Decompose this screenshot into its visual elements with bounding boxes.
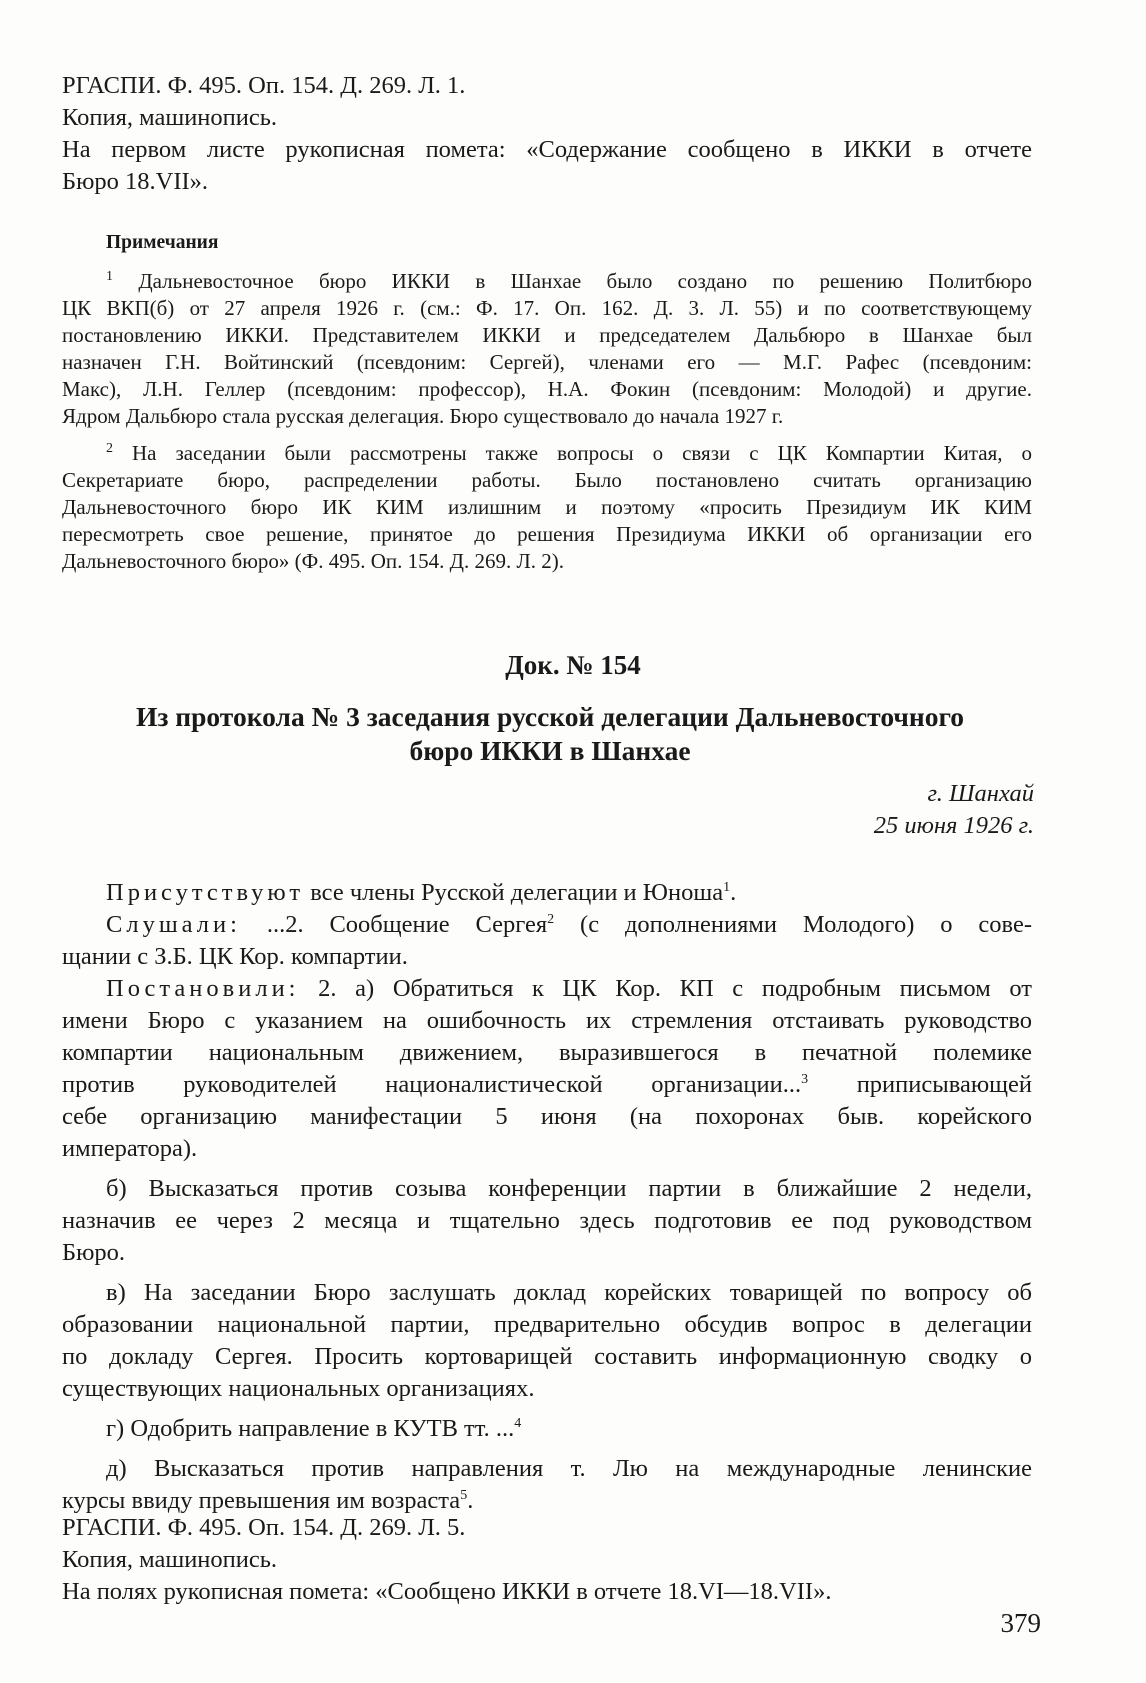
present-text: все члены Русской делегации и Юноша (304, 879, 724, 906)
footnote-ref: 2 (547, 911, 555, 927)
note-line: Дальневосточного бюро ИК КИМ излишним и поэтому «просить Президиум ИК КИМ (62, 495, 1032, 519)
protocol-body (62, 877, 1032, 1517)
item-d-text: . (467, 1487, 474, 1514)
item-v-line: в) На заседании Бюро заслушать доклад корейских товарищей по вопросу об (106, 1279, 1032, 1306)
note-line (62, 268, 1032, 295)
decided-text: против руководителей националистической организации... (62, 1071, 802, 1098)
decided-label: Постановили: (106, 975, 300, 1002)
document-title-line: Из протокола № 3 заседания русской делегации Дальневосточного (135, 701, 965, 732)
notes-title: Примечания (106, 232, 219, 253)
handwritten-note-line: На полях рукописная помета: «Сообщено ИККИ в отчете 18.VI—18.VII». (62, 1578, 832, 1605)
note-line: Макс), Л.Н. Геллер (псевдоним: профессор), Н.А. Фокин (псевдоним: Молодой) и другие. (62, 377, 1032, 401)
footnote-ref: 1 (723, 879, 731, 895)
copy-type: Копия, машинопись. (62, 1546, 278, 1573)
decided-line: имени Бюро с указанием на ошибочность их стремления отстаивать руководство (62, 1007, 1032, 1034)
note-number: 1 (106, 269, 113, 284)
heard-line (62, 909, 1032, 941)
handwritten-note-line: Бюро 18.VII». (62, 168, 209, 195)
footnote-ref: 4 (514, 1415, 522, 1431)
decided-line (62, 973, 1032, 1005)
document-date: 25 июня 1926 г. (873, 812, 1034, 839)
note-line: Дальневосточного бюро» (Ф. 495. Оп. 154. Д. 269. Л. 2). (62, 549, 564, 573)
item-b-line: Бюро. (62, 1239, 125, 1266)
decided-line: компартии национальным движением, выразившегося в печатной полемике (62, 1039, 1032, 1066)
decided-text: приписывающей (808, 1071, 1032, 1098)
document-place: г. Шанхай (927, 780, 1034, 807)
note-line: назначен Г.Н. Войтинский (псевдоним: Сергей), членами его — М.Г. Рафес (псевдоним: (62, 350, 1032, 374)
document-title-line: бюро ИККИ в Шанхае (409, 735, 691, 766)
document-number: Док. № 154 (505, 650, 641, 680)
archive-reference: РГАСПИ. Ф. 495. Оп. 154. Д. 269. Л. 5. (62, 1514, 466, 1541)
present-label: Присутствуют (106, 879, 305, 906)
item-b-line: назначив ее через 2 месяца и тщательно здесь подготовив ее под руководством (62, 1207, 1032, 1234)
decided-line: императора). (62, 1135, 198, 1162)
note-2 (62, 440, 1032, 575)
note-text: На заседании были рассмотрены также вопросы о связи с ЦК Компартии Китая, о (132, 441, 1032, 465)
header-source-block (62, 70, 1032, 198)
heard-text: (с дополнениями Молодого) о сове- (554, 911, 1032, 938)
present-end: . (730, 879, 737, 906)
item-d (62, 1453, 1032, 1517)
item-b-line: б) Высказаться против созыва конференции партии в ближайшие 2 недели, (106, 1175, 1032, 1202)
decided-line (62, 1069, 1032, 1101)
handwritten-note-line: На первом листе рукописная помета: «Содержание сообщено в ИККИ в отчете (62, 136, 1032, 163)
document-title (70, 700, 1030, 768)
heard-text: ...2. Сообщение Сергея (240, 911, 548, 938)
note-line (62, 440, 1032, 467)
note-line: пересмотреть свое решение, принятое до решения Президиума ИККИ об организации его (62, 522, 1032, 546)
item-v (62, 1277, 1032, 1405)
notes-section (62, 230, 1032, 575)
present-paragraph (62, 877, 1032, 909)
note-number: 2 (106, 441, 113, 456)
archive-reference: РГАСПИ. Ф. 495. Оп. 154. Д. 269. Л. 1. (62, 72, 466, 99)
note-text: Дальневосточное бюро ИККИ в Шанхае было создано по решению Политбюро (138, 269, 1033, 293)
note-line: Секретариате бюро, распределении работы. Было постановлено считать организацию (62, 468, 1032, 492)
item-b (62, 1173, 1032, 1269)
copy-type: Копия, машинопись. (62, 104, 278, 131)
item-g-text: г) Одобрить направление в КУТВ тт. ... (106, 1415, 515, 1442)
note-1 (62, 268, 1032, 430)
item-d-text: курсы ввиду превышения им возраста (62, 1487, 461, 1514)
footnote-ref: 5 (460, 1487, 468, 1503)
item-v-line: по докладу Сергея. Просить кортоварищей составить информационную сводку о (62, 1343, 1032, 1370)
page-number: 379 (1000, 1608, 1041, 1638)
footnote-ref: 3 (801, 1071, 809, 1087)
decided-line: себе организацию манифестации 5 июня (на похоронах быв. корейского (62, 1103, 1032, 1130)
note-line: ЦК ВКП(б) от 27 апреля 1926 г. (см.: Ф. 17. Оп. 162. Д. 3. Л. 55) и по соответствующему (62, 296, 1032, 320)
heard-line: щании с З.Б. ЦК Кор. компартии. (62, 943, 408, 970)
heard-label: Слушали: (106, 911, 241, 938)
item-v-line: существующих национальных организациях. (62, 1375, 535, 1402)
item-d-line: д) Высказаться против направления т. Лю на международные ленинские (106, 1455, 1032, 1482)
decided-text: 2. а) Обратиться к ЦК Кор. КП с подробным письмом от (299, 975, 1032, 1002)
item-g (62, 1413, 1032, 1445)
item-v-line: образовании национальной партии, предварительно обсудив вопрос в делегации (62, 1311, 1032, 1338)
note-line: Ядром Дальбюро стала русская делегация. Бюро существовало до начала 1927 г. (62, 404, 784, 428)
footer-source-block (62, 1512, 1032, 1608)
note-line: постановлению ИККИ. Представителем ИККИ и председателем Дальбюро в Шанхае был (62, 323, 1032, 347)
